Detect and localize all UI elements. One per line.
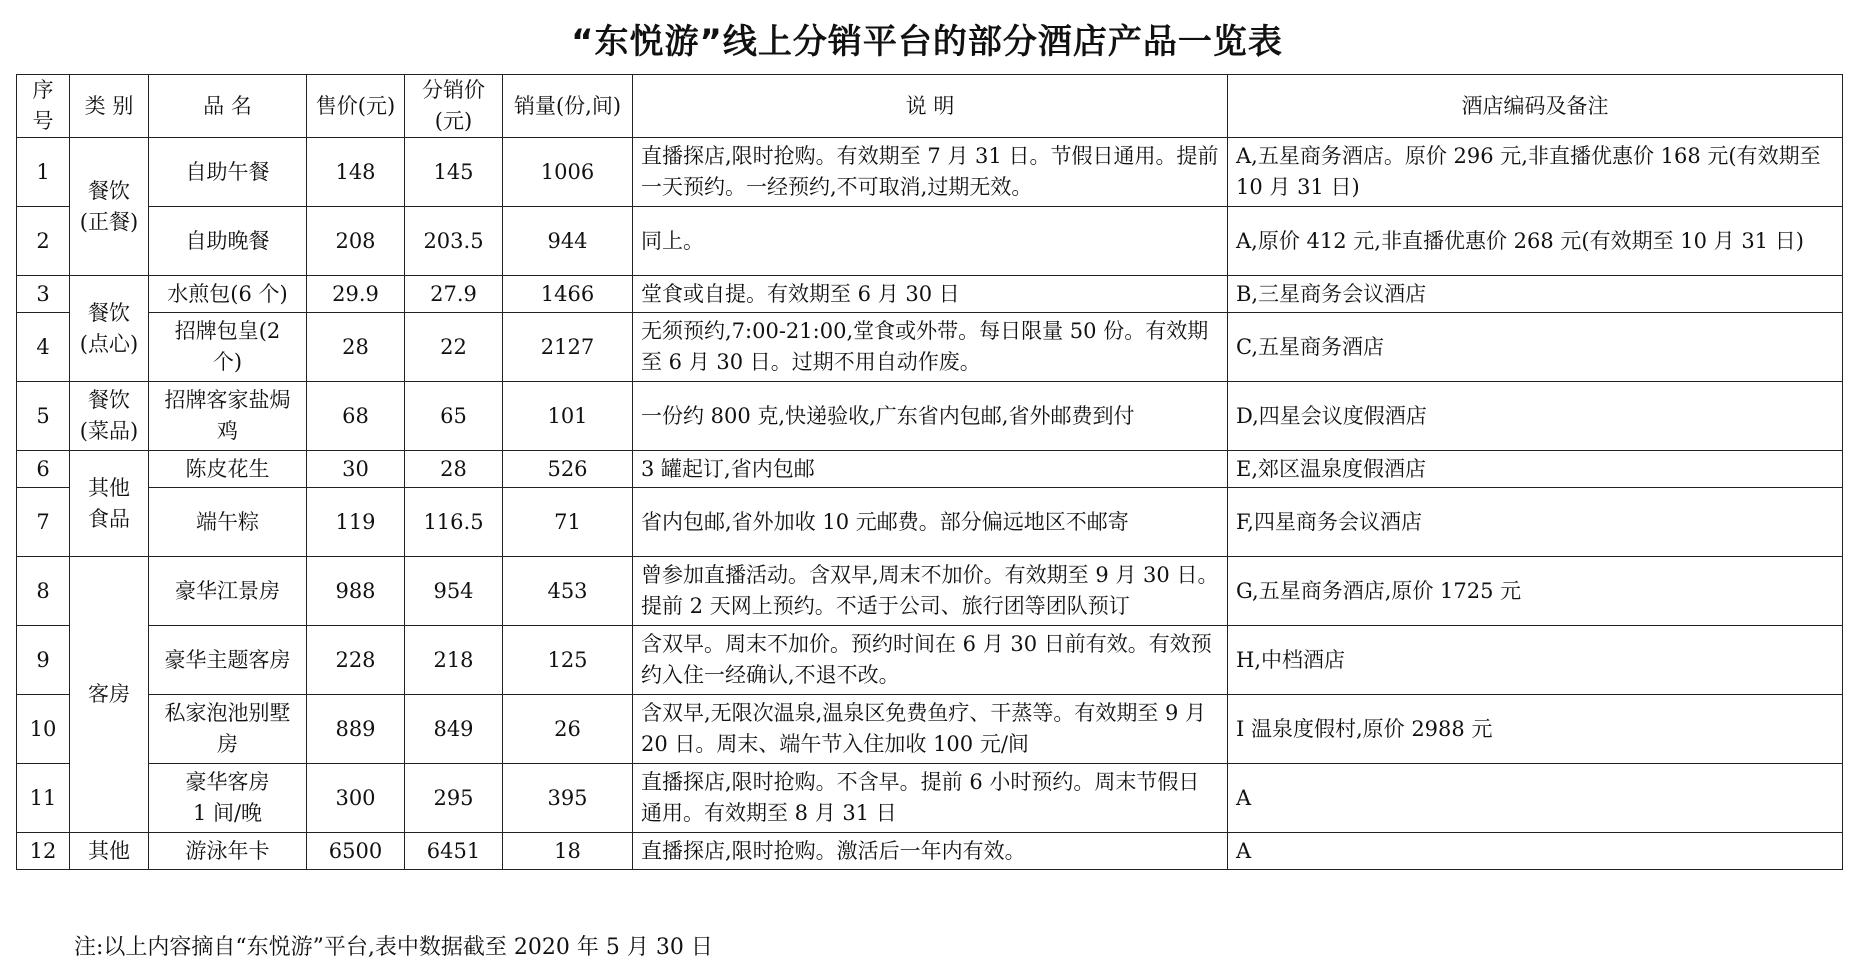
cell-seq: 6 — [17, 451, 70, 488]
cell-price: 148 — [307, 138, 405, 207]
cell-dist-price: 954 — [405, 557, 503, 626]
table-row — [17, 451, 1843, 488]
cell-product: 自助晚餐 — [149, 207, 307, 276]
table-row — [17, 313, 1843, 382]
cell-sales: 71 — [503, 488, 633, 557]
cell-price: 28 — [307, 313, 405, 382]
cell-dist-price: 116.5 — [405, 488, 503, 557]
header-product: 品 名 — [149, 75, 307, 138]
header-price: 售价(元) — [307, 75, 405, 138]
header-hotel-note: 酒店编码及备注 — [1228, 75, 1843, 138]
cell-description: 省内包邮,省外加收 10 元邮费。部分偏远地区不邮寄 — [633, 488, 1228, 557]
cell-sales: 101 — [503, 382, 633, 451]
header-description: 说 明 — [633, 75, 1228, 138]
cell-description: 堂食或自提。有效期至 6 月 30 日 — [633, 276, 1228, 313]
cell-price: 68 — [307, 382, 405, 451]
cell-price: 119 — [307, 488, 405, 557]
cell-price: 988 — [307, 557, 405, 626]
cell-hotel-note: C,五星商务酒店 — [1228, 313, 1843, 382]
page-title: “东悦游”线上分销平台的部分酒店产品一览表 — [571, 22, 1283, 62]
cell-dist-price: 6451 — [405, 833, 503, 870]
cell-hotel-note: B,三星商务会议酒店 — [1228, 276, 1843, 313]
cell-sales: 453 — [503, 557, 633, 626]
cell-product: 豪华主题客房 — [149, 626, 307, 695]
cell-sales: 1006 — [503, 138, 633, 207]
cell-hotel-note: E,郊区温泉度假酒店 — [1228, 451, 1843, 488]
table-row — [17, 276, 1843, 313]
cell-seq: 11 — [17, 764, 70, 833]
cell-dist-price: 218 — [405, 626, 503, 695]
cell-product: 豪华客房 1 间/晚 — [149, 764, 307, 833]
cell-product: 自助午餐 — [149, 138, 307, 207]
cell-dist-price: 65 — [405, 382, 503, 451]
cell-seq: 3 — [17, 276, 70, 313]
cell-seq: 5 — [17, 382, 70, 451]
cell-description: 直播探店,限时抢购。有效期至 7 月 31 日。节假日通用。提前一天预约。一经预约,不可取消,过期无效。 — [633, 138, 1228, 207]
cell-description: 含双早,无限次温泉,温泉区免费鱼疗、干蒸等。有效期至 9 月 20 日。周末、端午节入住加收 100 元/间 — [633, 695, 1228, 764]
cell-dist-price: 203.5 — [405, 207, 503, 276]
cell-price: 30 — [307, 451, 405, 488]
cell-hotel-note: I 温泉度假村,原价 2988 元 — [1228, 695, 1843, 764]
cell-category: 餐饮 (菜品) — [70, 382, 149, 451]
cell-description: 3 罐起订,省内包邮 — [633, 451, 1228, 488]
cell-product: 端午粽 — [149, 488, 307, 557]
cell-hotel-note: G,五星商务酒店,原价 1725 元 — [1228, 557, 1843, 626]
table-row — [17, 138, 1843, 207]
cell-seq: 4 — [17, 313, 70, 382]
cell-description: 直播探店,限时抢购。不含早。提前 6 小时预约。周末节假日通用。有效期至 8 月 31 日 — [633, 764, 1228, 833]
cell-product: 招牌包皇(2 个) — [149, 313, 307, 382]
cell-price: 208 — [307, 207, 405, 276]
table-row — [17, 207, 1843, 276]
cell-sales: 2127 — [503, 313, 633, 382]
cell-seq: 1 — [17, 138, 70, 207]
table-row — [17, 695, 1843, 764]
table-row — [17, 382, 1843, 451]
header-seq: 序 号 — [17, 75, 70, 138]
cell-description: 一份约 800 克,快递验收,广东省内包邮,省外邮费到付 — [633, 382, 1228, 451]
cell-dist-price: 22 — [405, 313, 503, 382]
cell-price: 889 — [307, 695, 405, 764]
cell-hotel-note: A,五星商务酒店。原价 296 元,非直播优惠价 168 元(有效期至 10 月 31 日) — [1228, 138, 1843, 207]
cell-product: 豪华江景房 — [149, 557, 307, 626]
cell-category: 客房 — [70, 557, 149, 833]
footnote: 注:以上内容摘自“东悦游”平台,表中数据截至 2020 年 5 月 30 日 — [74, 935, 713, 960]
cell-category: 其他 — [70, 833, 149, 870]
cell-sales: 18 — [503, 833, 633, 870]
cell-category: 餐饮 (点心) — [70, 276, 149, 382]
table-row — [17, 557, 1843, 626]
cell-dist-price: 28 — [405, 451, 503, 488]
cell-dist-price: 145 — [405, 138, 503, 207]
cell-seq: 2 — [17, 207, 70, 276]
header-sales: 销量(份,间) — [503, 75, 633, 138]
cell-sales: 944 — [503, 207, 633, 276]
cell-dist-price: 295 — [405, 764, 503, 833]
cell-price: 29.9 — [307, 276, 405, 313]
header-row — [17, 75, 1843, 138]
cell-seq: 8 — [17, 557, 70, 626]
cell-hotel-note: D,四星会议度假酒店 — [1228, 382, 1843, 451]
cell-hotel-note: H,中档酒店 — [1228, 626, 1843, 695]
cell-description: 含双早。周末不加价。预约时间在 6 月 30 日前有效。有效预约入住一经确认,不退不改。 — [633, 626, 1228, 695]
cell-product: 游泳年卡 — [149, 833, 307, 870]
cell-product: 陈皮花生 — [149, 451, 307, 488]
cell-category: 餐饮 (正餐) — [70, 138, 149, 276]
table-row — [17, 764, 1843, 833]
cell-description: 同上。 — [633, 207, 1228, 276]
cell-seq: 12 — [17, 833, 70, 870]
cell-price: 6500 — [307, 833, 405, 870]
table-row — [17, 833, 1843, 870]
cell-dist-price: 27.9 — [405, 276, 503, 313]
cell-seq: 10 — [17, 695, 70, 764]
cell-hotel-note: A — [1228, 833, 1843, 870]
cell-category: 其他 食品 — [70, 451, 149, 557]
product-table — [16, 74, 1843, 870]
table-row — [17, 488, 1843, 557]
cell-sales: 395 — [503, 764, 633, 833]
cell-seq: 9 — [17, 626, 70, 695]
table-row — [17, 626, 1843, 695]
cell-dist-price: 849 — [405, 695, 503, 764]
cell-seq: 7 — [17, 488, 70, 557]
cell-description: 无须预约,7:00-21:00,堂食或外带。每日限量 50 份。有效期至 6 月 30 日。过期不用自动作废。 — [633, 313, 1228, 382]
cell-description: 直播探店,限时抢购。激活后一年内有效。 — [633, 833, 1228, 870]
cell-product: 水煎包(6 个) — [149, 276, 307, 313]
cell-sales: 26 — [503, 695, 633, 764]
cell-description: 曾参加直播活动。含双早,周末不加价。有效期至 9 月 30 日。提前 2 天网上预约。不适于公司、旅行团等团队预订 — [633, 557, 1228, 626]
cell-price: 300 — [307, 764, 405, 833]
cell-sales: 125 — [503, 626, 633, 695]
cell-sales: 526 — [503, 451, 633, 488]
cell-price: 228 — [307, 626, 405, 695]
header-category: 类 别 — [70, 75, 149, 138]
cell-hotel-note: A — [1228, 764, 1843, 833]
cell-product: 招牌客家盐焗鸡 — [149, 382, 307, 451]
cell-sales: 1466 — [503, 276, 633, 313]
cell-product: 私家泡池别墅房 — [149, 695, 307, 764]
header-dist-price: 分销价(元) — [405, 75, 503, 138]
cell-hotel-note: F,四星商务会议酒店 — [1228, 488, 1843, 557]
cell-hotel-note: A,原价 412 元,非直播优惠价 268 元(有效期至 10 月 31 日) — [1228, 207, 1843, 276]
